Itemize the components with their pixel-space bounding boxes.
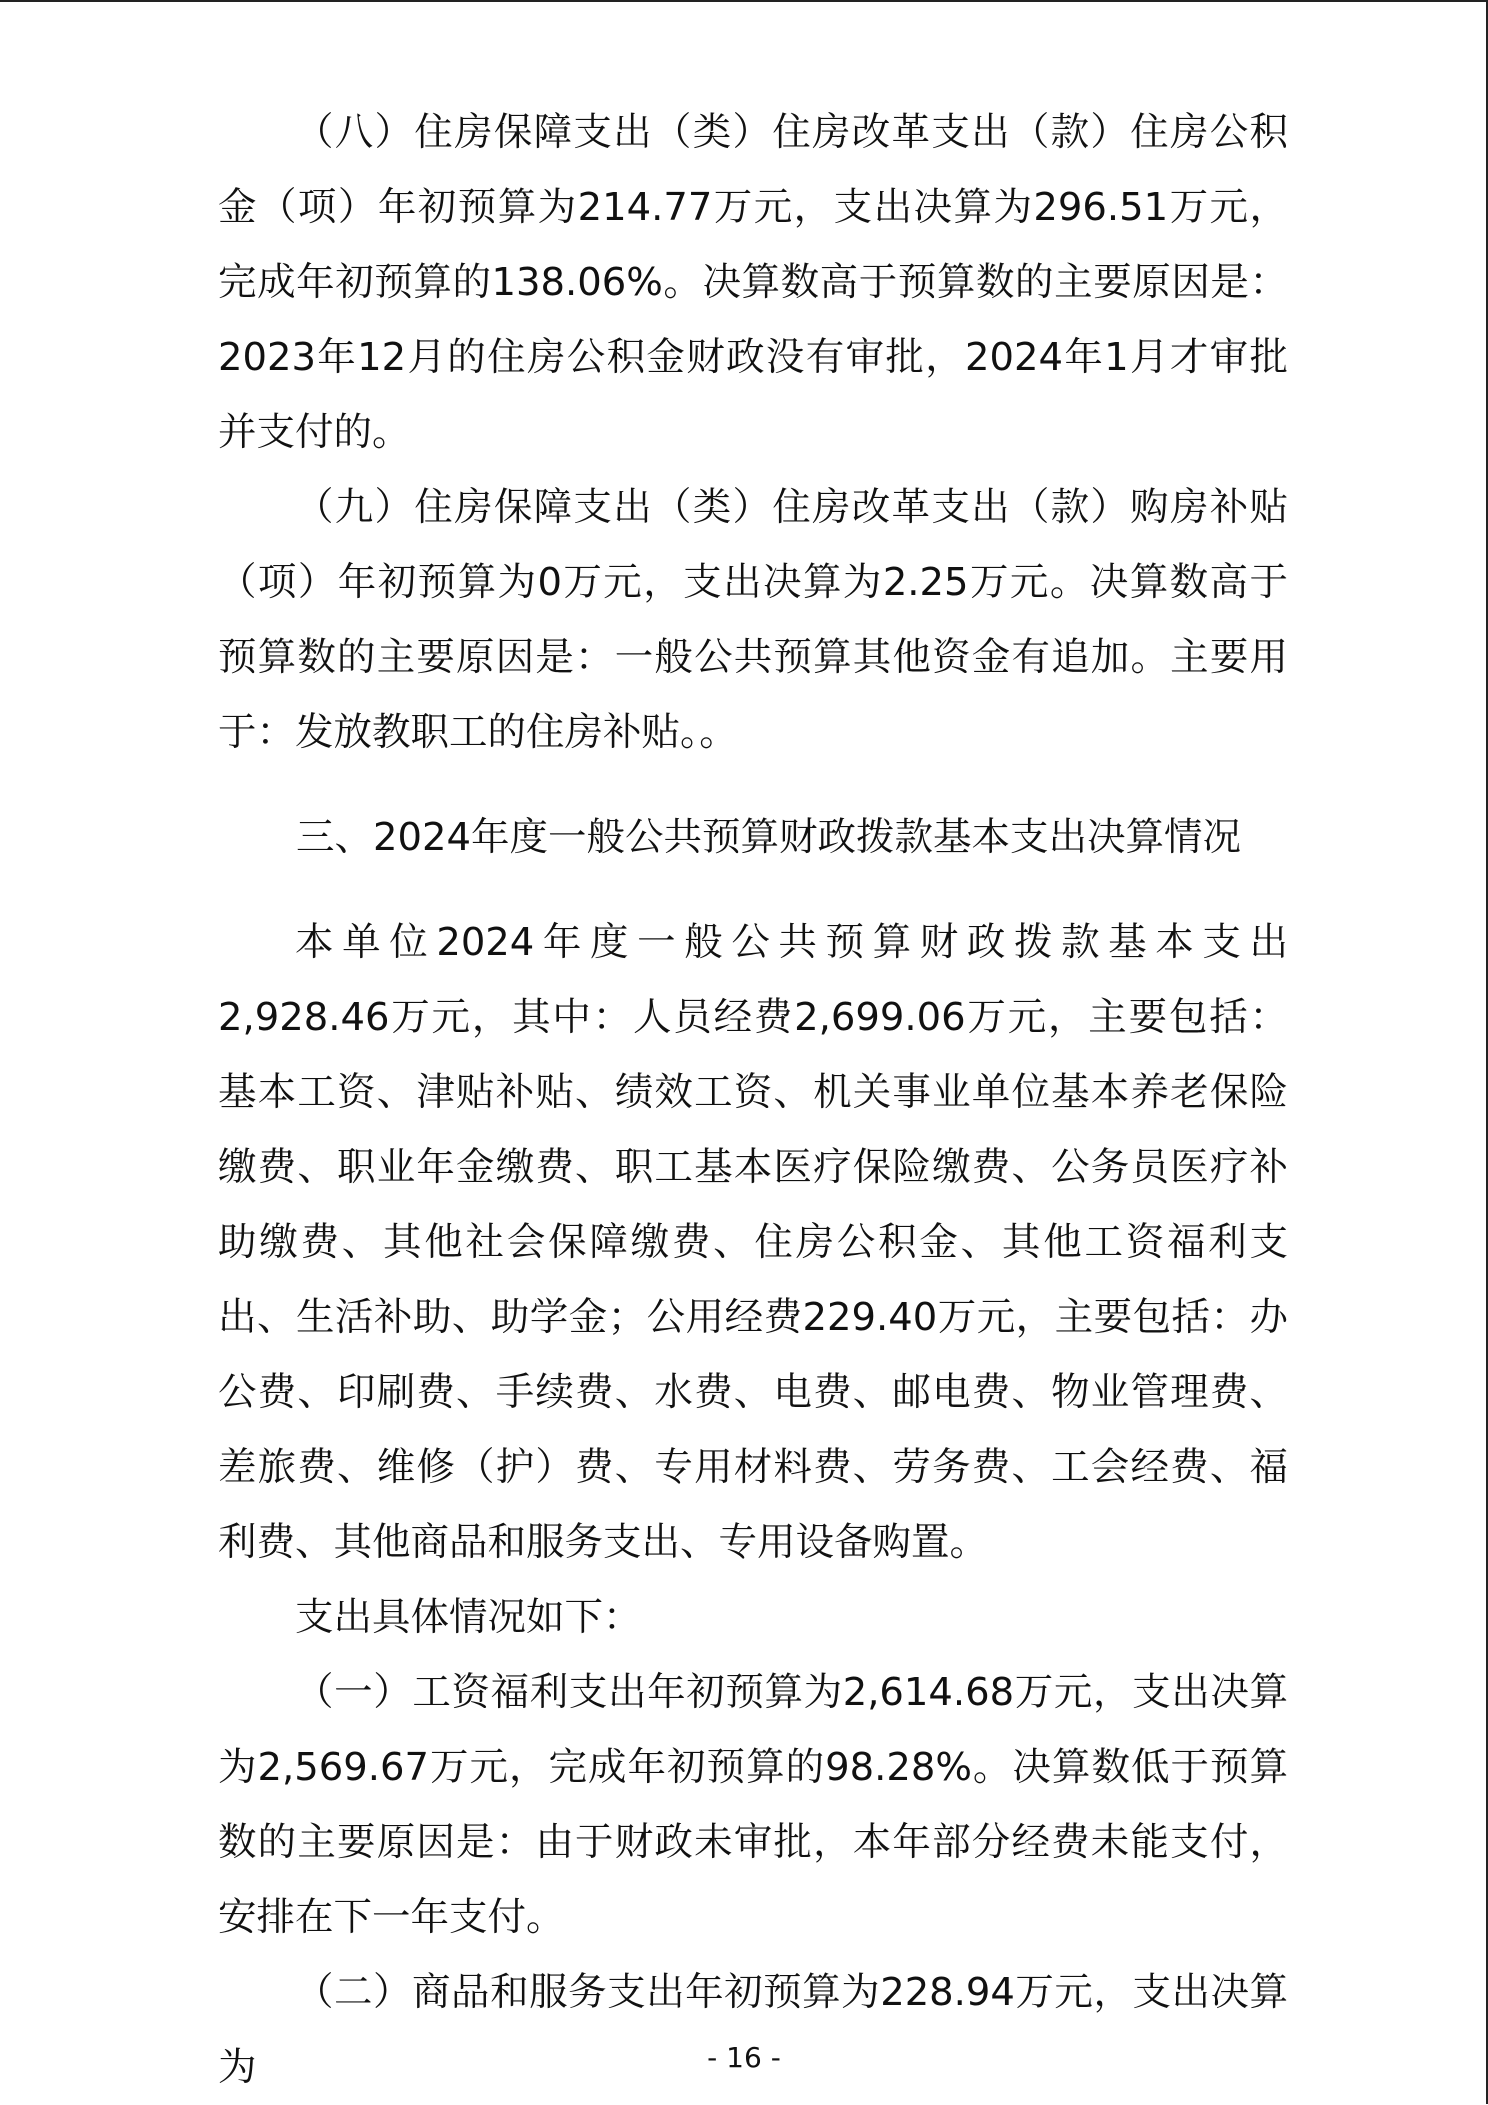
page-number: - 16 - [707,2041,781,2074]
paragraph-housing-fund: （八）住房保障支出（类）住房改革支出（款）住房公积金（项）年初预算为214.77万元，支出决算为296.51万元，完成年初预算的138.06%。决算数高于预算数的主要原因是：2023年12月的住房公积金财政没有审批，2024年1月才审批并支付的。 [218,110,1288,455]
section-heading: 三、2024年度一般公共预算财政拨款基本支出决算情况 [296,815,1241,860]
paragraph-housing-subsidy: （九）住房保障支出（类）住房改革支出（款）购房补贴（项）年初预算为0万元，支出决算为2.25万元。决算数高于预算数的主要原因是：一般公共预算其他资金有追加。主要用于：发放教职工的住房补贴。。 [218,485,1288,755]
paragraph-salary-welfare: （一）工资福利支出年初预算为2,614.68万元，支出决算为2,569.67万元，完成年初预算的98.28%。决算数低于预算数的主要原因是：由于财政未审批，本年部分经费未能支付，安排在下一年支付。 [218,1670,1288,1940]
paragraph-basic-expenditure: 本单位2024年度一般公共预算财政拨款基本支出2,928.46万元，其中：人员经费2,699.06万元，主要包括：基本工资、津贴补贴、绩效工资、机关事业单位基本养老保险缴费、职业年金缴费、职工基本医疗保险缴费、公务员医疗补助缴费、其他社会保障缴费、住房公积金、其他工资福利支出、生活补助、助学金；公用经费229.40万元，主要包括：办公费、印刷费、手续费、水费、电费、邮电费、物业管理费、差旅费、维修（护）费、专用材料费、劳务费、工会经费、福利费、其他商品和服务支出、专用设备购置。 [218,920,1288,1565]
paragraph-detail-intro: 支出具体情况如下： [295,1595,642,1640]
paragraph-goods-services: （二）商品和服务支出年初预算为228.94万元，支出决算为 [218,1970,1288,2090]
document-body [218,95,1288,2105]
